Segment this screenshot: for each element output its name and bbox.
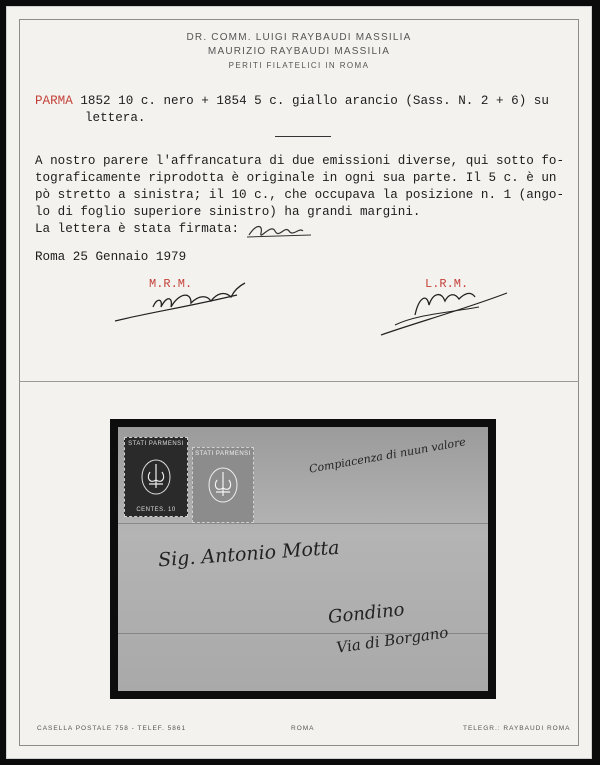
- right-signature: [375, 279, 515, 339]
- fleur-de-lis-icon: [140, 458, 172, 496]
- cover-photo: [110, 419, 496, 699]
- item-description: [35, 93, 549, 110]
- body-line-4: lo di foglio superiore sinistro) ha grandi margini.: [35, 205, 421, 219]
- letterhead: [7, 31, 591, 73]
- signed-line-text: La lettera è stata firmata:: [35, 222, 240, 236]
- date-line: Roma 25 Gennaio 1979: [35, 250, 187, 264]
- letterhead-line-2: MAURIZIO RAYBAUDI MASSILIA: [207, 46, 391, 57]
- stamp-10c: STATI PARMENSI CENTES. 10: [124, 437, 188, 517]
- letterhead-line-1: DR. COMM. LUIGI RAYBAUDI MASSILIA: [186, 32, 412, 43]
- address-street: Via di Borgano: [335, 623, 450, 657]
- section-divider: [275, 136, 331, 137]
- fleur-de-lis-icon: [207, 466, 239, 504]
- letterhead-line-3: PERITI FILATELICI IN ROMA: [228, 61, 370, 70]
- footer-city: ROMA: [291, 725, 315, 732]
- left-signature-label: M.R.M.: [149, 277, 193, 291]
- footer-contact: CASELLA POSTALE 758 - TELEF. 5861: [37, 725, 187, 732]
- address-town: Gondino: [327, 599, 406, 628]
- body-line-1: A nostro parere l'affrancatura di due emissioni diverse, qui sotto fo-: [35, 154, 565, 168]
- item-desc-line-1: 1852 10 c. nero + 1854 5 c. giallo arancio (Sass. N. 2 + 6) su: [80, 94, 549, 108]
- item-place: PARMA: [35, 94, 73, 108]
- certificate-sheet: [6, 6, 592, 759]
- fold-line: [19, 381, 579, 382]
- body-line-2: tograficamente riprodotta è originale in ogni sua parte. Il 5 c. è un: [35, 171, 557, 185]
- right-signature-label: L.R.M.: [425, 277, 469, 291]
- letter-cover: [118, 427, 488, 691]
- left-signature: [107, 277, 257, 327]
- annotation-text: Compiacenza di nuun valore: [308, 435, 467, 476]
- stamp-5c: STATI PARMENSI: [192, 447, 254, 523]
- item-desc-line-2: lettera.: [85, 111, 146, 125]
- inline-signature: [245, 219, 315, 241]
- signed-line: [35, 221, 239, 238]
- body-line-3: pò stretto a sinistra; il 10 c., che occupava la posizione n. 1 (ango-: [35, 188, 565, 202]
- footer-telegram: TELEGR.: RAYBAUDI ROMA: [463, 725, 571, 732]
- address-name: Sig. Antonio Motta: [157, 536, 341, 572]
